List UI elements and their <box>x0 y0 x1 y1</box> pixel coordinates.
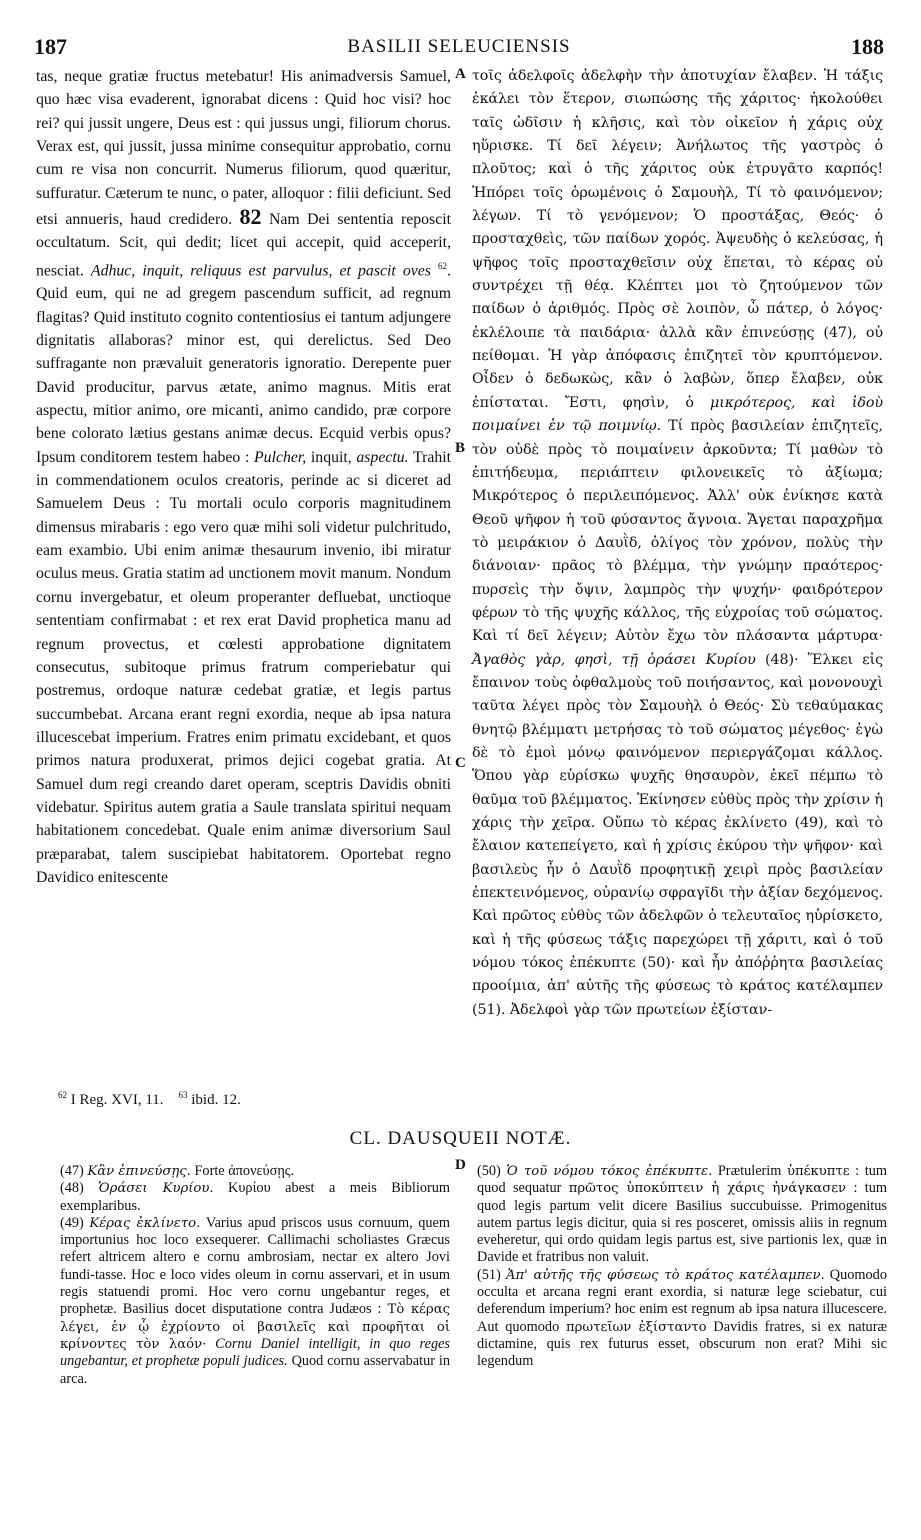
footnote-63-number: 63 <box>178 1090 188 1100</box>
latin-part-4: Trahit in commendationem oculos creatoris, perinde ac si diceret ad Samuelem Deus : Tu mortali oculo corporis magnitudinem dimensus mirabaris : ego vero quæ mihi soli videtur pulchritudo, eam exambio. Ubi enim animæ thesaurum invenio, ibi miratur oculus meus. Gratia statim ad unctionem movit manum. Nondum cornu invergebatur, et oleum properanter defluebat, unctioque sententiam confirmabat : et rex erat David prophetica manu ad regnum provectus, et cœlesti approbatione dignitatem consecutus, subitoque primus fratrum comperiebatur qui postremus, ordoque naturæ cedebat gratiæ, et legis partus succumbebat. Arcana erant regni exordia, neque ab ipsa natura illucescebat imperium. Fratres enim primatu excidebant, et quos primos natura produxerat, primos dejici cogebat gratia. At Samuel dum regi creando daret operam, sceptris Davidis obniti videbatur. Spiritus autem gratia a Saule translata spiritui nequam habitationem concedebat. Quale enim animæ diversorium Saul præparabat, talem suscipiebat habitatorem. Oportebat regno Davidico enitescente <box>36 448 452 886</box>
footnote-63-text: ibid. 12. <box>191 1092 241 1108</box>
footnote-ref-62: 62 <box>438 260 448 271</box>
latin-part-1: tas, neque gratiæ fructus metebatur! His animadversis Samuel, quo hæc visa evaderent, ignorabat dicens : Quid hoc visi? hoc rei? qui jussit ungere, Deus est : qui jussus ungi, filiorum chorus. Verax est, qui jussit, jussa minime consequitur approbatio, cornu cum re visa non concurrit. Numerus filiorum, quod quæritur, suffuratur. Cæterum te nunc, o pater, alloquor : filii deficiunt. Sed etsi annueris, haud credidero. <box>36 68 451 229</box>
note-48-lemma: Ὁράσει Κυρίου. <box>98 1181 214 1197</box>
note-47-lemma: Κἂν ἐπινεύσῃς. <box>87 1164 191 1179</box>
latin-column <box>36 65 451 889</box>
note-49-latin-quote: Cornu Daniel intelligit, in quo reges ungebantur, et prophetæ populi judices. <box>60 1335 450 1370</box>
note-51-lemma: Ἀπ' αὐτῆς τῆς φύσεως τὸ κράτος κατέλαμπεν. <box>505 1267 825 1283</box>
greek-part-1: τοῖς ἀδελφοῖς ἀδελφὴν τὴν ἀποτυχίαν ἔλαβεν. Ἡ τάξις ἐκάλει τὸν ἕτερον, σιωπώσης τῆς χάριτος· ἠκολούθει ταῖς ὠδῖσιν ἡ κλῆσις, καὶ τὸν οἰκεῖον ἡ χάρις οὐχ ηὕρισκε. Τί δεῖ λέγειν; Ἀνήλωτος τῆς γαστρὸς ὁ πλοῦτος; καὶ ὁ τῆς χάριτος οὐκ ἐτρυγᾶτο καρπός! Ἠπόρει τοῖς ὁρωμένοις ὁ Σαμουὴλ, Τί τὸ φαινόμενον; λέγων. Τί τὸ γενόμενον; Ὁ προστάξας, Θεός· ὁ προσταχθεὶς, τῶν παίδων χορός. Ἀψευδὴς ὁ κελεύσας, ἡ ψῆφος τοῖς προσταχθεῖσιν οὐχ ἕπεται, τὸ κέρας οὐ συντρέχει τῇ θέᾳ. Κλέπτει μοι τὸ ζητούμενον τῶν παίδων ὁ ἀριθμός. Πρὸς σὲ λοιπὸν, ὦ πάτερ, ὁ λόγος· ἐκλέλοιπε τὰ παιδάρια· ἀλλὰ κἂν ἐπινεύσῃς (47), οὐ πείθομαι. Ἡ γὰρ ἀπόφασις ἐπιζητεῖ τὸν κρυπτόμενον. Οἶδεν ὁ δεδωκὼς, κἂν ὁ λαβὼν, ὅπερ ἔλαβεν, οὐκ ἐπίσταται. Ἔστι, φησὶν, ὁ <box>472 68 883 411</box>
note-50 <box>477 1163 887 1267</box>
notes-title: CL. DAUSQUEII NOTÆ. <box>349 1128 572 1149</box>
note-49-number: (49) <box>60 1214 84 1231</box>
note-50-number: (50) <box>477 1163 501 1179</box>
latin-quote-3: aspectu. <box>356 448 409 466</box>
note-49-end: Quod cornu asservabatur in arca. <box>60 1353 450 1387</box>
note-47-number: (47) <box>60 1163 84 1179</box>
margin-letter-a: A <box>455 66 466 82</box>
note-47-text: Forte ἀπονεύσῃς. <box>194 1163 295 1179</box>
note-49-greek: Τὸ κέρας λέγει, ἐν ᾧ ἐχρίοντο οἱ βασιλεῖς καὶ προφῆται οἱ κρίνοντες τὸν λαόν· <box>60 1302 451 1352</box>
latin-part-3: . Quid eum, qui ne ad gregem pascendum sufficit, ad regnum flagitas? Quid instituto cognito contentiosius ei tantum adjungere dignitatis allaboras? minor est, qui derelictus. Sed Deo suffragante non prævaluit generatoris ignoratio. Derepente puer David producitur, parvus ætate, animo magnus. Mitis erat aspectu, mitior animo, ore micanti, animo candido, præ corpore bene colorato lætius gestans animæ decus. Ecquid verbis opus? Ipsum conditorem testem habeo : <box>36 262 451 466</box>
page-header <box>34 34 884 60</box>
latin-text <box>36 65 451 889</box>
note-51-greek: πρωτεῖων ἐξίσταντο <box>566 1319 707 1335</box>
greek-quote-2: Ἀγαθὸς γὰρ, φησὶ, τῇ ὁράσει Κυρίου <box>472 651 756 668</box>
notes-right-column <box>477 1163 887 1371</box>
margin-letter-d: D <box>455 1157 466 1173</box>
margin-letter-c: C <box>455 755 466 771</box>
page-number-left: 187 <box>34 34 67 59</box>
greek-part-2: Τί πρὸς βασιλείαν ἐπιζητεῖς, τὸν οὐδὲ πρὸς τὸ ποιμαίνειν ἀρκοῦντα; Τί μαθὼν τὸ ἐπιτήδευμα, περιάπτειν φιλονεικεῖς τὸ ἀξίωμα; Μικρότερος ὁ περιλειπόμενος. Ἀλλ' οὐκ ἐνίκησε κατὰ Θεοῦ ψῆφον ἡ τοῦ φύσαντος ἄγνοια. Ἄγεται παραχρῆμα τὸ μειράκιον ὁ Δαυῒδ, ὀλίγος τὸν χρόνον, πολὺς τὴν διάνοιαν· πρᾶος τὸ βλέμμα, τὴν γνώμην πραότερος· πυρσεὶς τὴν ὄψιν, λαμπρὸς τὴν ψυχήν· φαιδρότερον φέρων τὸ τῆς ψυχῆς κάλλος, τῆς εὐχροίας τοῦ σώματος. Καὶ τί δεῖ λέγειν; Αὐτὸν ἔχω τὸν πλάσαντα μάρτυρα· <box>472 418 883 645</box>
greek-quote-1: μικρότερος, καὶ ἰδοὺ ποιμαίνει ἐν τῷ ποιμνίῳ. <box>472 394 884 435</box>
scripture-footnotes <box>58 1090 241 1109</box>
footnote-62-text: I Reg. XVI, 11. <box>70 1092 164 1108</box>
note-49-text: Varius apud priscos usus cornuum, quem importunius hoc loco exsequerer. Callimachi scholiastes Græcus refert altricem altero e cornu ambrosiam, nectar ex altero Jovi fundi-tasse. Hoc e loco vides oleum in cornu asservari, et in usum regis statuendi promi. Hoc vero cornu ungebantur reges, et prophetæ. Basilius docet disputatione contra Judæos : <box>60 1214 450 1318</box>
note-48-text: Κυρίου abest a meis Bibliorum exemplaribus. <box>60 1180 450 1214</box>
note-49 <box>60 1215 450 1388</box>
section-marker: 82 <box>239 204 262 230</box>
latin-quote-2: Pulcher, <box>254 448 307 466</box>
note-47 <box>60 1163 450 1180</box>
greek-part-3: (48)· Ἕλκει εἰς ἔπαινον τοὺς ὀφθαλμοὺς τοῦ ποιήσαντος, καὶ μονονουχὶ ταῦτα λέγει πρὸς τὸν Σαμουὴλ ὁ Θεός· Σὺ τεθαύμακας θνητῷ βλέμματι μετρήσας τὸ τοῦ σώματος μέγεθος· ἐγὼ δὲ τὸ ἐμοὶ μόνῳ φαινόμενον περιεργάζομαι κάλλος. Ὅπου γὰρ εὑρίσκω ψυχῆς θησαυρὸν, ἐκεῖ πέμπω τὸ θαῦμα τοῦ βλέμματος. Ἐκίνησεν εὐθὺς πρὸς τὴν χρίσιν ἡ χάρις τὴν χεῖρα. Οὔπω τὸ κέρας ἐκλίνετο (49), καὶ τὸ ἔλαιον κατεπείγετο, καὶ ἡ χρίσις ἐκύρου τὴν ψῆφον· καὶ βασιλεὺς ἦν ὁ Δαυῒδ προφητικῇ χειρὶ πρὸς βασιλείαν ἐπεκτεινόμενος, οὐρανίῳ σφραγῖδι τὴν ἀξίαν δεχόμενος. Καὶ πρῶτος εὐθὺς τῶν ἀδελφῶν ὁ τελευταῖος ηὑρίσκετο, καὶ ἡ τῆς φύσεως τάξις παρεχώρει τῇ χάριτι, καὶ ὁ τοῦ νόμου τόκος ἐπέκυπτε (50)· καὶ ἦν ἀπόῤῥητα βασιλείας προοίμια, ἀπ' αὐτῆς τῆς φύσεως τὸ κράτος κατέλαμπεν (51). Ἀδελφοὶ γὰρ τῶν πρωτείων ἐξίσταν- <box>472 651 883 1018</box>
note-50-greek-2: πρῶτος ὑποκύπτειν ἡ χάρις ἠνάγκασεν <box>568 1181 847 1197</box>
note-51-number: (51) <box>477 1266 501 1283</box>
note-48-number: (48) <box>60 1180 84 1197</box>
latin-quote-1: Adhuc, inquit, reliquus est parvulus, et pascit oves <box>90 262 431 280</box>
note-51 <box>477 1267 887 1371</box>
greek-column <box>472 65 883 1022</box>
note-49-lemma: Κέρας ἐκλίνετο. <box>89 1215 201 1231</box>
note-51-text-2: Davidis fratres, si ex naturæ dictamine, quis rex futurus esset, obscurum non erat? Mihi sic legendum <box>477 1318 888 1370</box>
latin-inquit: inquit, <box>310 448 352 466</box>
margin-letter-b: B <box>455 440 466 456</box>
greek-text <box>472 65 883 1022</box>
note-50-text-2: : tum quod sequatur <box>477 1163 887 1197</box>
note-51-text-1: Quomodo occulta et arcana regni erant exordia, si naturæ lege sciebatur, cui deferendum imperium? hoc enim est regnum ab ipsa natura illucescere. Aut quomodo <box>477 1266 887 1335</box>
running-title: BASILII SELEUCIENSIS <box>347 36 571 57</box>
page-number-right: 188 <box>851 34 884 59</box>
note-50-text-3: : tum quod legis partum velit dicere Basilius succubuisse. Primogenitus autem partus legis dicitur, quia si res posceret, omissis aliis in regnum eveheretur, qui ordo quidam legis partus est, sive partionis lex, quæ in Davide et fratribus non valuit. <box>477 1180 887 1266</box>
note-50-lemma: Ὁ τοῦ νόμου τόκος ἐπέκυπτε. <box>506 1164 713 1179</box>
note-50-text-1: Prætulerim <box>717 1163 782 1179</box>
notes-left-column <box>60 1163 450 1388</box>
latin-part-2: Nam Dei sententia reposcit occultatum. Scit, qui dedit; licet qui accepit, quid acceperit, nesciat. <box>36 211 451 280</box>
note-50-greek-1: ὑπέκυπτε <box>787 1164 850 1179</box>
footnote-62-number: 62 <box>58 1090 67 1100</box>
note-48 <box>60 1180 450 1215</box>
